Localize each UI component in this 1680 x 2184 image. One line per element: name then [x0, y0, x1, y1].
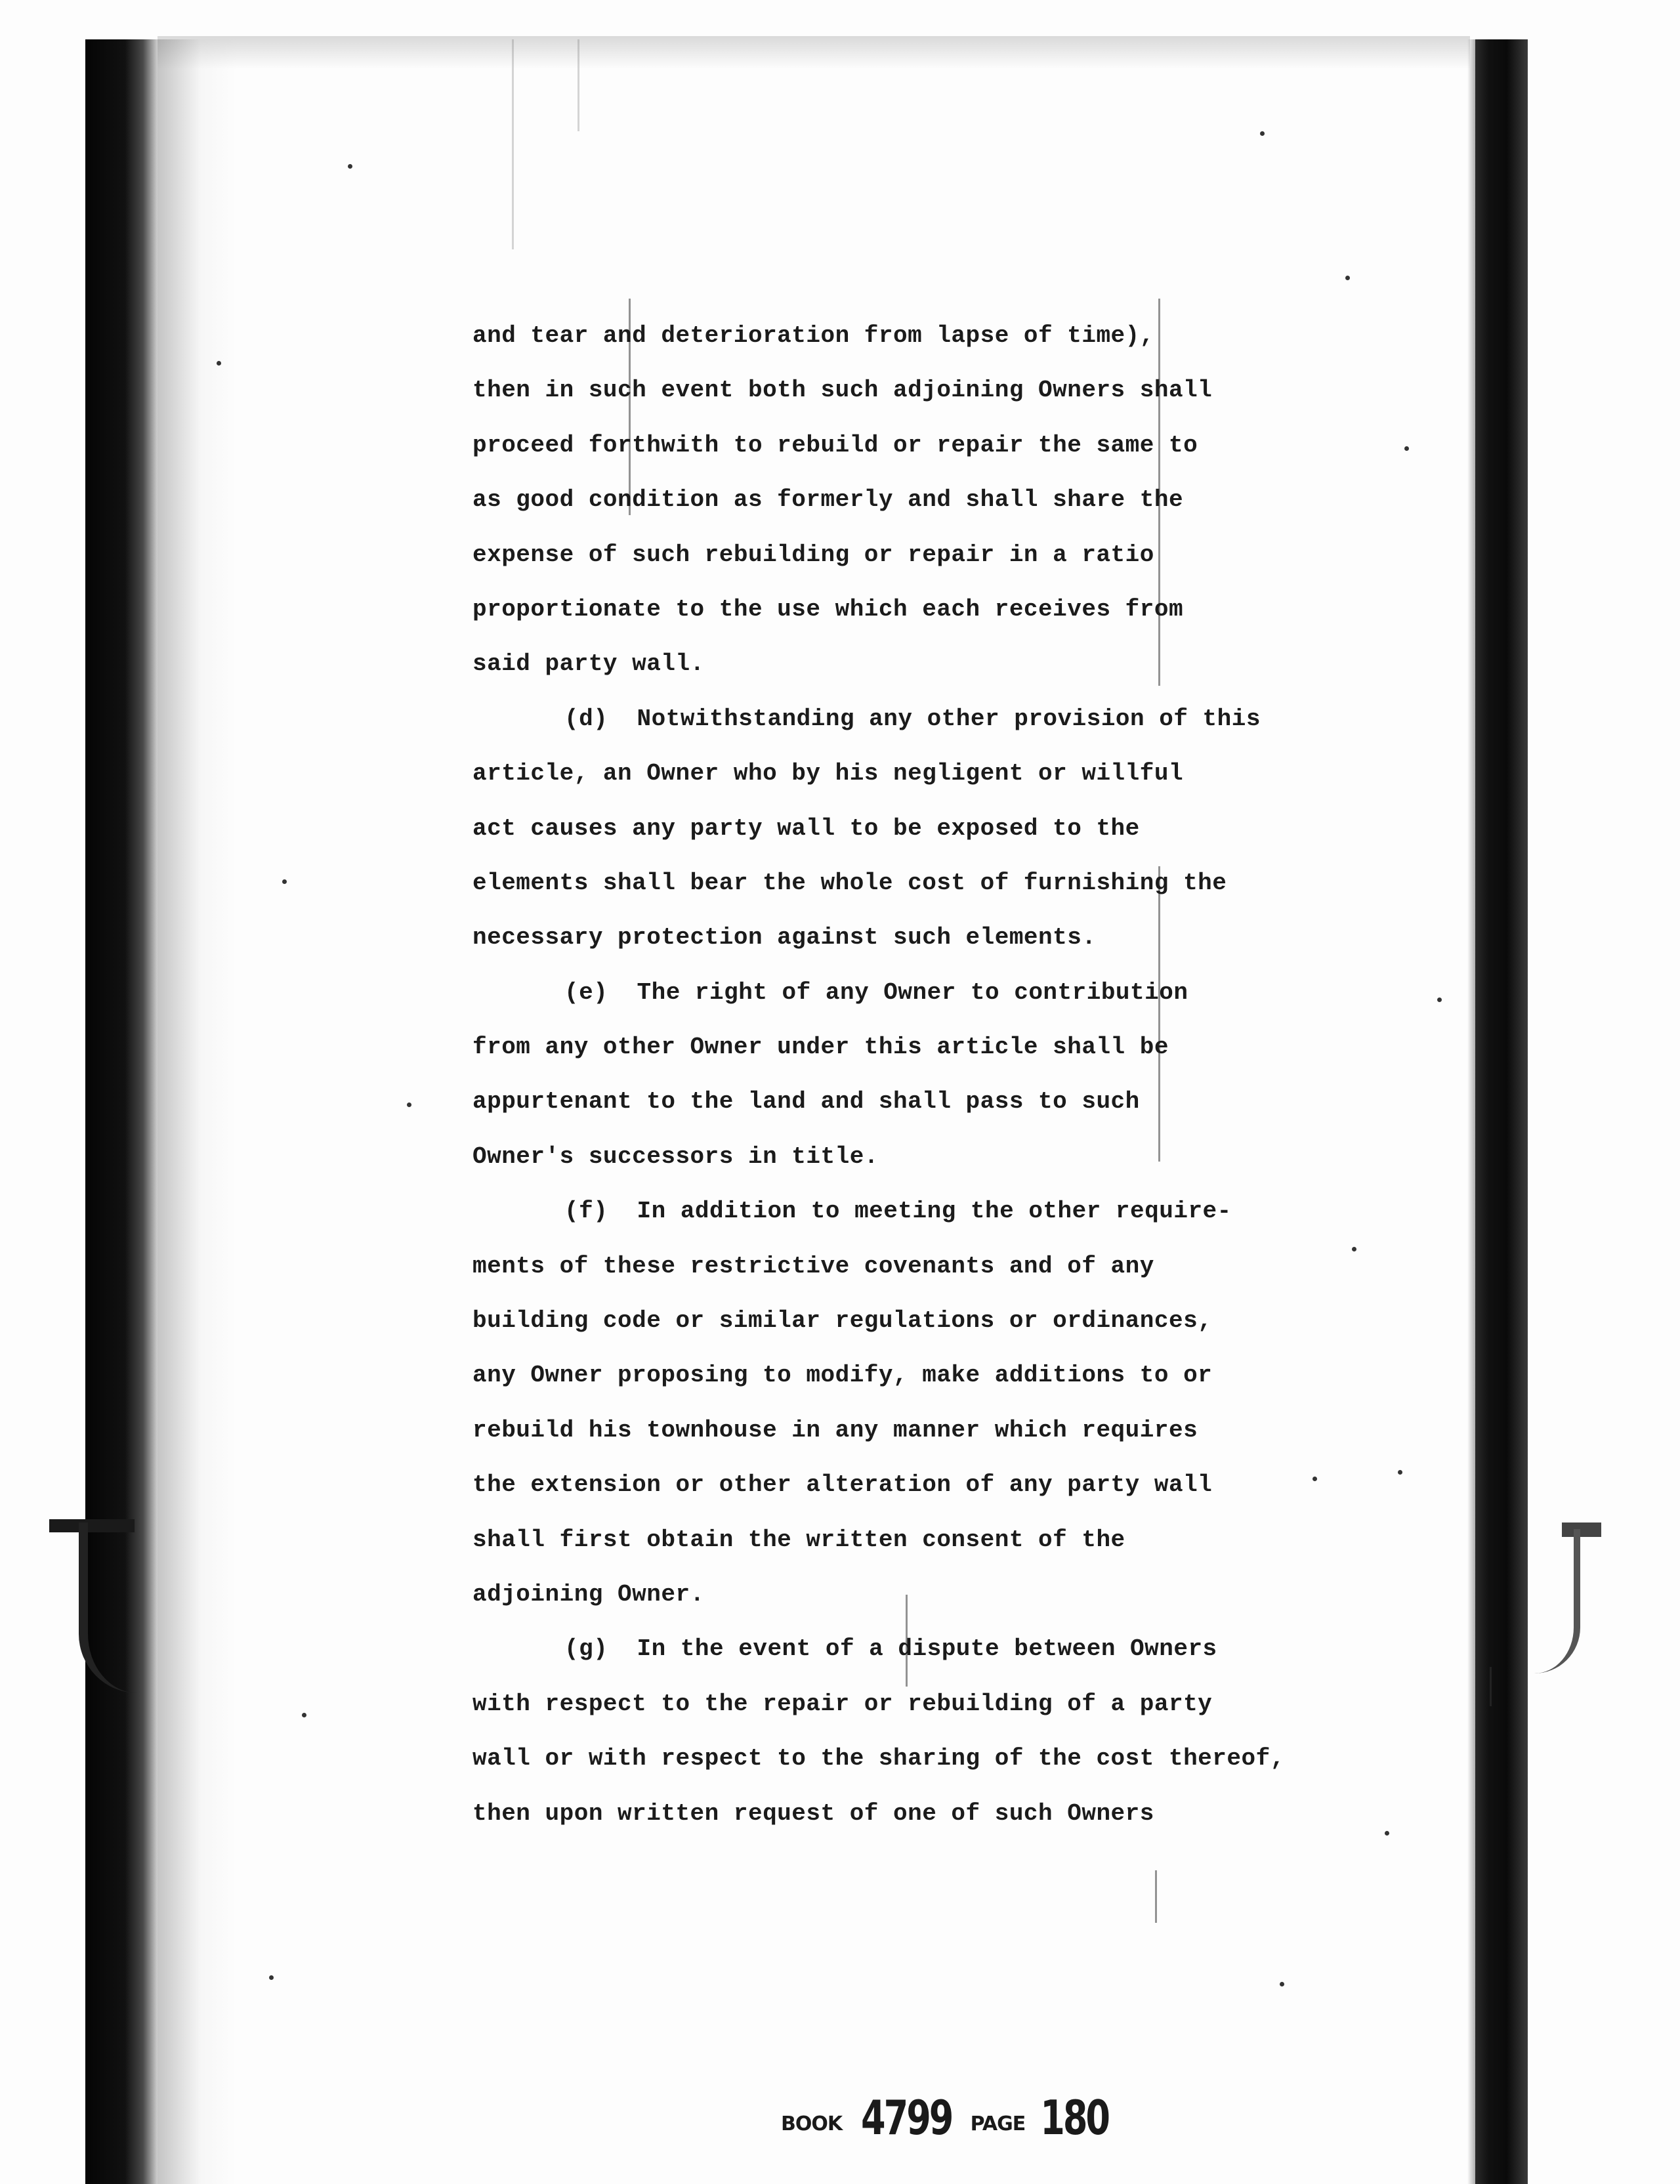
text-line: wall or with respect to the sharing of the cost thereof,: [472, 1745, 1285, 1773]
text-line: and tear and deterioration from lapse of time),: [472, 322, 1154, 349]
scan-top-shadow: [158, 36, 1470, 69]
paragraph-f-start: (f) In addition to meeting the other require-: [564, 1198, 1232, 1225]
paragraph-e-start: (e) The right of any Owner to contribution: [564, 978, 1188, 1006]
scan-streak: [512, 39, 514, 249]
text-line: expense of such rebuilding or repair in a ratio: [472, 541, 1154, 568]
scan-left-edge: [85, 39, 158, 2184]
text-line: with respect to the repair or rebuilding of a party: [472, 1690, 1213, 1717]
page-number: 180: [1040, 2090, 1108, 2145]
text-line: ments of these restrictive covenants and of any: [472, 1252, 1154, 1280]
scan-speck: [282, 879, 287, 884]
scan-right-edge: [1475, 39, 1528, 2184]
text-line: the extension or other alteration of any party wall: [472, 1471, 1213, 1499]
scan-speck: [1280, 1982, 1284, 1986]
paragraph-g-start: (g) In the event of a dispute between Owners: [564, 1635, 1217, 1663]
text-line: as good condition as formerly and shall share the: [472, 486, 1184, 514]
book-label: BOOK: [781, 2112, 843, 2135]
document-body: [472, 308, 1418, 1841]
text-line: article, an Owner who by his negligent or willful: [472, 760, 1184, 788]
text-line: Owner's successors in title.: [472, 1143, 879, 1170]
scan-streak: [1155, 1870, 1157, 1923]
scan-left-edge-fade: [158, 39, 236, 2184]
scan-speck: [407, 1102, 411, 1107]
text-line: act causes any party wall to be exposed to the: [472, 814, 1140, 842]
page-label: PAGE: [970, 2112, 1026, 2135]
scan-streak: [578, 39, 579, 131]
text-line: proportionate to the use which each receives from: [472, 595, 1184, 623]
scan-speck: [348, 164, 352, 169]
scan-speck: [302, 1713, 306, 1717]
text-line: building code or similar regulations or ordinances,: [472, 1307, 1213, 1335]
text-line: any Owner proposing to modify, make additions to or: [472, 1362, 1213, 1389]
paragraph-d-start: (d) Notwithstanding any other provision of this: [564, 705, 1261, 732]
book-number: 4799: [860, 2090, 952, 2145]
text-line: adjoining Owner.: [472, 1580, 705, 1608]
binder-clip-right-curve: [1528, 1529, 1580, 1673]
text-line: rebuild his townhouse in any manner which requires: [472, 1416, 1198, 1444]
scan-speck: [269, 1975, 274, 1980]
text-line: elements shall bear the whole cost of furnishing the: [472, 869, 1227, 896]
scan-speck: [217, 361, 221, 366]
text-line: appurtenant to the land and shall pass to such: [472, 1088, 1140, 1116]
text-line: then upon written request of one of such Owners: [472, 1799, 1154, 1827]
text-line: shall first obtain the written consent of the: [472, 1526, 1125, 1553]
book-page-stamp: [781, 2090, 1120, 2145]
text-line: necessary protection against such elements.: [472, 924, 1097, 952]
scan-streak: [1490, 1667, 1492, 1706]
binder-clip-left-curve: [79, 1522, 147, 1693]
text-line: then in such event both such adjoining Owners shall: [472, 377, 1213, 404]
scan-speck: [1260, 131, 1265, 136]
text-line: from any other Owner under this article shall be: [472, 1034, 1169, 1061]
text-line: proceed forthwith to rebuild or repair the same to: [472, 431, 1198, 459]
scan-speck: [1437, 998, 1442, 1002]
text-line: said party wall.: [472, 650, 705, 678]
scan-speck: [1345, 276, 1350, 280]
